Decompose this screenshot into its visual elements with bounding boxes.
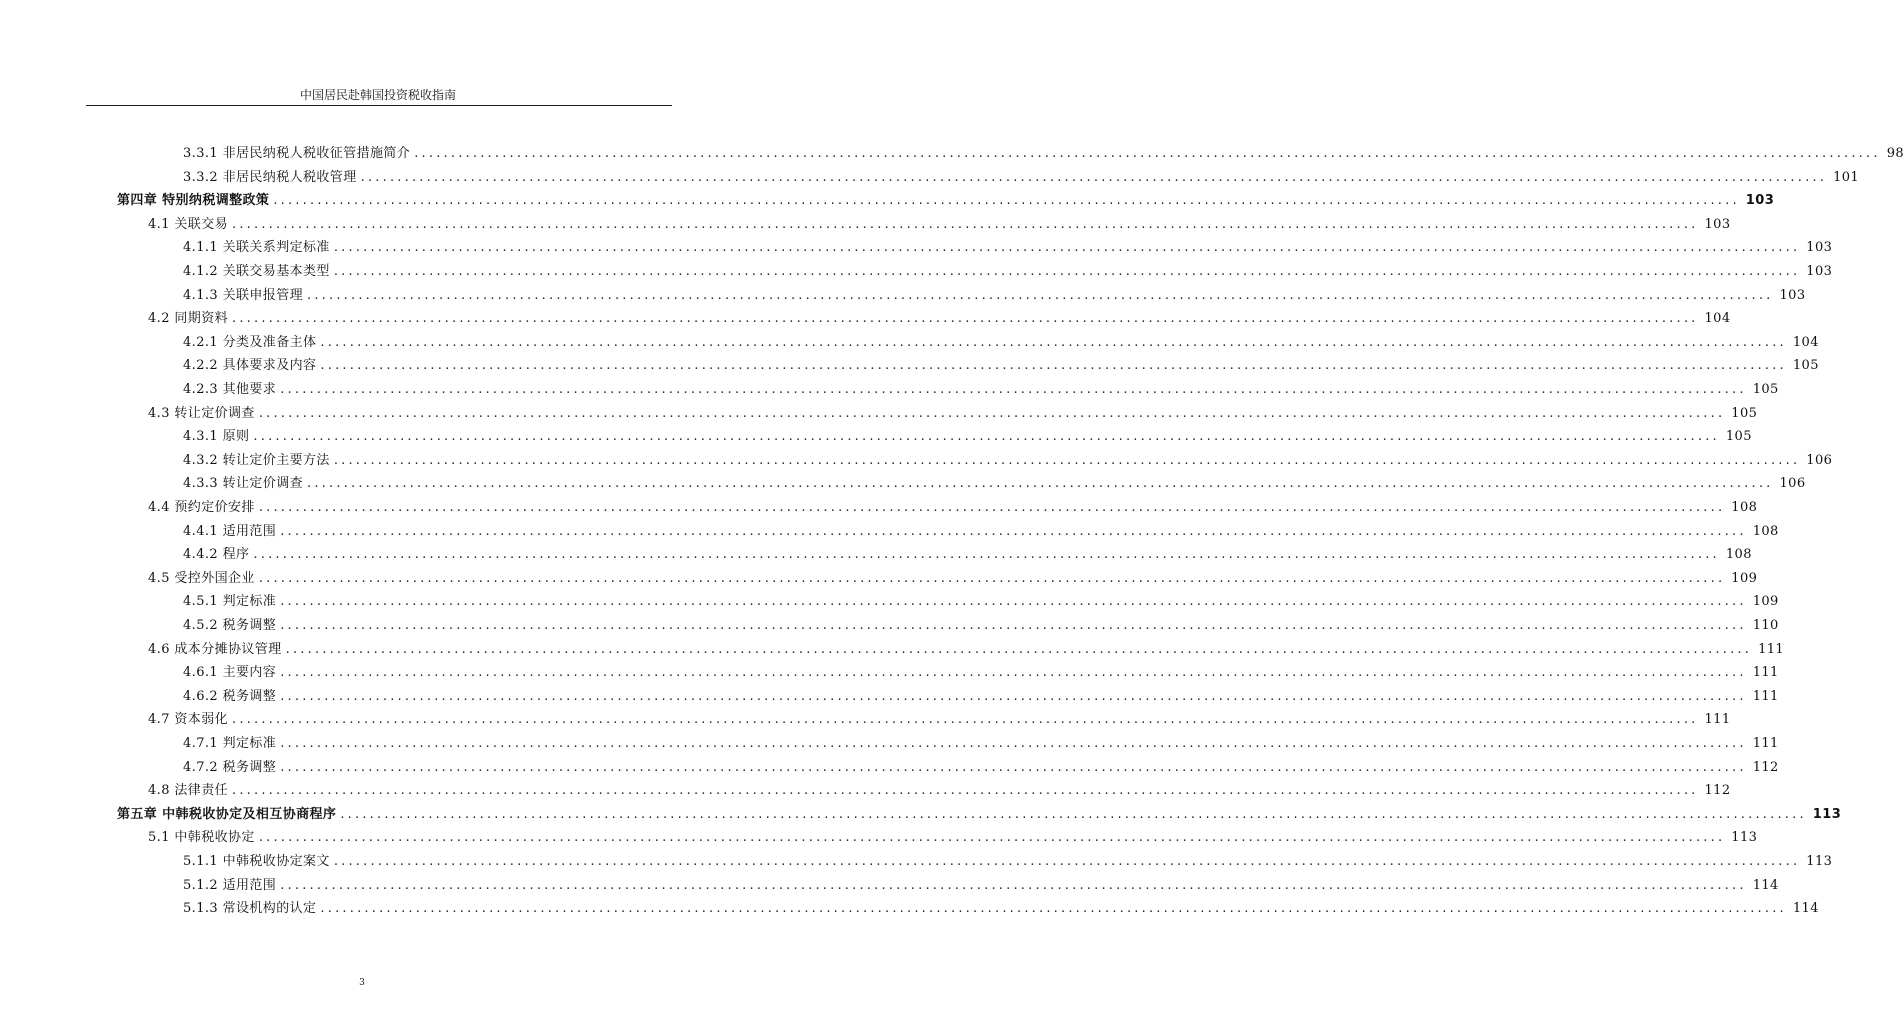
toc-chapter-row[interactable] [117, 804, 1842, 822]
toc-entry-label: 4.1.1 关联关系判定标准 [183, 240, 330, 256]
toc-entry-row[interactable] [183, 544, 1752, 563]
toc-entry-row[interactable] [148, 214, 1731, 232]
toc-entry-label: 4.5.1 判定标准 [183, 594, 277, 610]
toc-entry-label: 4.4.2 程序 [183, 547, 250, 563]
toc-entry-label: 4.2 同期资料 [148, 311, 229, 327]
toc-entry-page: 101 [1833, 169, 1860, 185]
toc-entry-row[interactable] [183, 450, 1833, 468]
toc-entry-row[interactable] [183, 757, 1779, 775]
dot-leader: ........................................................................................................................................................................................................ [280, 382, 1747, 397]
toc-entry-page: 105 [1752, 382, 1779, 397]
toc-entry-row[interactable] [183, 355, 1819, 374]
running-header: 中国居民赴韩国投资税收指南 [299, 88, 456, 102]
toc-entry-page: 111 [1752, 736, 1779, 751]
toc-entry-row[interactable] [183, 591, 1779, 610]
toc-entry-row[interactable] [183, 851, 1833, 869]
dot-leader: ........................................................................................................................................................................................................ [280, 688, 1747, 704]
dot-leader: ........................................................................................................................................................................................................ [333, 240, 1801, 256]
toc-entry-label: 4.6.1 主要内容 [183, 665, 277, 681]
toc-entry-page: 114 [1792, 901, 1819, 917]
toc-entry-label: 4.2.1 分类及准备主体 [183, 334, 317, 350]
toc-entry-label: 4.7.1 判定标准 [183, 736, 277, 751]
toc-entry-page: 108 [1752, 523, 1779, 539]
toc-entry-page: 104 [1792, 334, 1819, 350]
toc-entry-label: 4.1 关联交易 [148, 216, 229, 232]
toc-entry-label: 5.1.1 中韩税收协定案文 [183, 854, 330, 869]
toc-entry-page: 114 [1752, 877, 1779, 893]
toc-entry-page: 98 [1886, 146, 1904, 161]
dot-leader: ........................................................................................................................................................................................................ [232, 783, 1699, 799]
toc-entry-page: 103 [1704, 216, 1731, 232]
toc-entry-row[interactable] [183, 662, 1779, 681]
toc-entry-row[interactable] [148, 639, 1785, 657]
toc-entry-page: 109 [1752, 594, 1779, 610]
dot-leader: ........................................................................................................................................................................................................ [232, 311, 1699, 327]
toc-entry-page: 112 [1752, 759, 1779, 775]
toc-entry-label: 4.8 法律责任 [148, 783, 229, 799]
page-number: 3 [359, 978, 365, 988]
toc-entry-page: 111 [1704, 712, 1731, 728]
dot-leader: ........................................................................................................................................................................................................ [340, 806, 1807, 822]
toc-entry-page: 110 [1752, 618, 1779, 633]
toc-entry-page: 104 [1704, 311, 1731, 327]
dot-leader: ........................................................................................................................................................................................................ [258, 830, 1726, 846]
toc-entry-row[interactable] [148, 497, 1758, 515]
dot-leader: ........................................................................................................................................................................................................ [307, 287, 1774, 303]
dot-leader: ........................................................................................................................................................................................................ [253, 429, 1720, 445]
toc-entry-label: 3.3.1 非居民纳税人税收征管措施简介 [183, 146, 411, 161]
dot-leader: ........................................................................................................................................................................................................ [280, 618, 1747, 633]
toc-entry-page: 108 [1731, 500, 1758, 515]
toc-entry-label: 第五章 中韩税收协定及相互协商程序 [117, 806, 337, 822]
toc-entry-page: 103 [1779, 287, 1806, 303]
header-divider [86, 105, 672, 106]
toc-entry-page: 109 [1731, 570, 1758, 586]
toc-entry-page: 113 [1806, 854, 1833, 869]
dot-leader: ........................................................................................................................................................................................................ [258, 500, 1726, 515]
toc-entry-label: 4.1.3 关联申报管理 [183, 287, 304, 303]
toc-entry-label: 4.7.2 税务调整 [183, 759, 277, 775]
toc-entry-row[interactable] [148, 780, 1731, 799]
dot-leader: ........................................................................................................................................................................................................ [258, 405, 1726, 421]
toc-entry-row[interactable] [183, 473, 1806, 492]
toc-entry-page: 111 [1758, 641, 1785, 657]
toc-entry-page: 105 [1731, 405, 1758, 421]
toc-entry-label: 4.3 转让定价调查 [148, 405, 255, 421]
toc-entry-page: 108 [1725, 547, 1752, 563]
toc-entry-row[interactable] [183, 686, 1779, 704]
toc-entry-row[interactable] [148, 403, 1758, 421]
dot-leader: ........................................................................................................................................................................................................ [280, 877, 1747, 893]
toc-entry-row[interactable] [183, 143, 1904, 161]
toc-entry-page: 106 [1779, 476, 1806, 492]
dot-leader: ........................................................................................................................................................................................................ [320, 901, 1787, 917]
toc-entry-page: 113 [1812, 806, 1842, 822]
toc-entry-row[interactable] [148, 568, 1758, 586]
toc-entry-row[interactable] [183, 261, 1833, 279]
toc-entry-page: 105 [1725, 429, 1752, 445]
dot-leader: ........................................................................................................................................................................................................ [320, 334, 1787, 350]
toc-entry-row[interactable] [183, 426, 1752, 445]
dot-leader: ........................................................................................................................................................................................................ [307, 476, 1774, 492]
toc-entry-page: 105 [1792, 358, 1819, 374]
dot-leader: ........................................................................................................................................................................................................ [280, 736, 1747, 751]
toc-entry-label: 4.5.2 税务调整 [183, 618, 277, 633]
toc-entry-page: 103 [1806, 264, 1833, 279]
toc-entry-label: 5.1.3 常设机构的认定 [183, 901, 317, 917]
toc-entry-label: 4.2.2 具体要求及内容 [183, 358, 317, 374]
toc-entry-page: 106 [1806, 452, 1833, 468]
toc-entry-label: 4.5 受控外国企业 [148, 570, 255, 586]
toc-entry-page: 113 [1731, 830, 1758, 846]
dot-leader: ........................................................................................................................................................................................................ [232, 712, 1699, 728]
toc-entry-row[interactable] [183, 521, 1779, 539]
toc-entry-label: 4.6 成本分摊协议管理 [148, 641, 282, 657]
toc-entry-row[interactable] [183, 733, 1779, 751]
toc-entry-label: 4.2.3 其他要求 [183, 382, 277, 397]
toc-entry-page: 111 [1752, 665, 1779, 681]
toc-entry-label: 4.4 预约定价安排 [148, 500, 255, 515]
toc-entry-label: 4.1.2 关联交易基本类型 [183, 264, 330, 279]
toc-entry-row[interactable] [148, 709, 1731, 728]
dot-leader: ........................................................................................................................................................................................................ [258, 570, 1726, 586]
toc-entry-row[interactable] [183, 332, 1819, 350]
dot-leader: ........................................................................................................................................................................................................ [333, 854, 1801, 869]
toc-entry-label: 4.7 资本弱化 [148, 712, 229, 728]
dot-leader: ........................................................................................................................................................................................................ [333, 452, 1801, 468]
toc-chapter-row[interactable] [117, 190, 1775, 209]
toc-entry-row[interactable] [148, 308, 1731, 327]
toc-entry-label: 4.4.1 适用范围 [183, 523, 277, 539]
toc-entry-label: 5.1 中韩税收协定 [148, 830, 255, 846]
toc-entry-label: 第四章 特别纳税调整政策 [117, 193, 270, 209]
toc-entry-row[interactable] [183, 615, 1779, 633]
dot-leader: ........................................................................................................................................................................................................ [414, 146, 1881, 161]
toc-entry-page: 112 [1704, 783, 1731, 799]
toc-entry-label: 5.1.2 适用范围 [183, 877, 277, 893]
toc-entry-page: 103 [1745, 193, 1775, 209]
dot-leader: ........................................................................................................................................................................................................ [232, 216, 1699, 232]
toc-entry-label: 3.3.2 非居民纳税人税收管理 [183, 169, 357, 185]
dot-leader: ........................................................................................................................................................................................................ [280, 523, 1747, 539]
toc-entry-label: 4.3.3 转让定价调查 [183, 476, 304, 492]
toc-entry-label: 4.6.2 税务调整 [183, 688, 277, 704]
dot-leader: ........................................................................................................................................................................................................ [333, 264, 1801, 279]
toc-entry-row[interactable] [148, 827, 1758, 846]
dot-leader: ........................................................................................................................................................................................................ [273, 193, 1740, 209]
dot-leader: ........................................................................................................................................................................................................ [285, 641, 1753, 657]
dot-leader: ........................................................................................................................................................................................................ [280, 759, 1747, 775]
dot-leader: ........................................................................................................................................................................................................ [360, 169, 1828, 185]
toc-entry-page: 103 [1806, 240, 1833, 256]
toc-entry-row[interactable] [183, 875, 1779, 893]
toc-entry-label: 4.3.2 转让定价主要方法 [183, 452, 330, 468]
toc-entry-row[interactable] [183, 898, 1819, 917]
toc-entry-row[interactable] [183, 285, 1806, 303]
toc-entry-row[interactable] [183, 167, 1860, 185]
toc-entry-row[interactable] [183, 379, 1779, 397]
dot-leader: ........................................................................................................................................................................................................ [253, 547, 1720, 563]
dot-leader: ........................................................................................................................................................................................................ [280, 594, 1747, 610]
dot-leader: ........................................................................................................................................................................................................ [320, 358, 1787, 374]
dot-leader: ........................................................................................................................................................................................................ [280, 665, 1747, 681]
toc-entry-row[interactable] [183, 237, 1833, 256]
toc-entry-page: 111 [1752, 688, 1779, 704]
toc-entry-label: 4.3.1 原则 [183, 429, 250, 445]
